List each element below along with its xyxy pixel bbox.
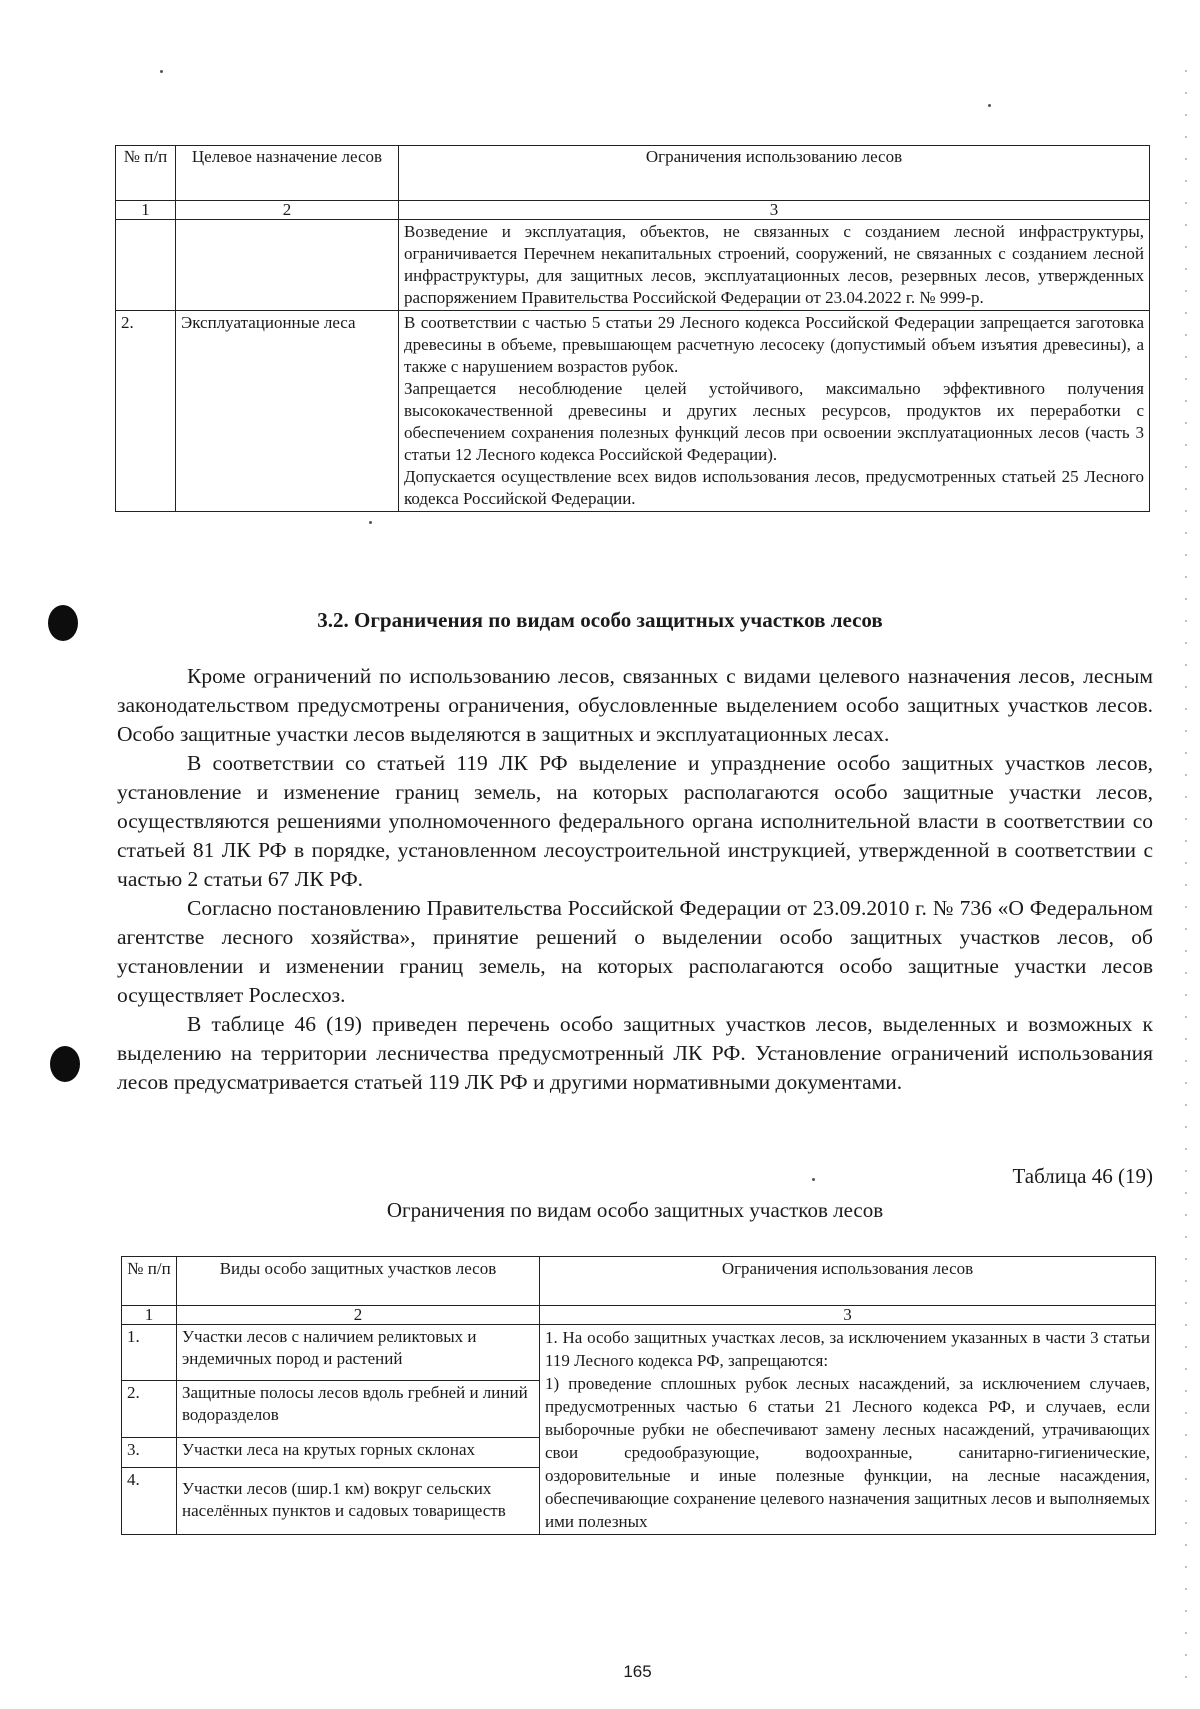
column-number: 1 xyxy=(122,1306,177,1325)
row-plot-type: Защитные полосы лесов вдоль гребней и линий водоразделов xyxy=(177,1381,540,1437)
row-restrictions xyxy=(399,311,1150,512)
restriction-paragraph: Допускается осуществление всех видов использования лесов, предусмотренных статьей 25 Лесного кодекса Российской Федерации. xyxy=(404,467,1144,508)
column-number-row xyxy=(116,201,1150,220)
row-number: 2. xyxy=(116,311,176,512)
row-number: 2. xyxy=(122,1381,177,1437)
scan-edge-artifact xyxy=(1184,60,1188,1680)
header-purpose: Целевое назначение лесов xyxy=(176,146,399,201)
row-number xyxy=(116,220,176,311)
restriction-paragraph: Возведение и эксплуатация, объектов, не связанных с созданием лесной инфраструктуры, ограничивается Перечнем некапитальных строений, сооружений, не связанных с созданием лесной инфраструктуры, для защитных лесов, эксплуатационных лесов, резервных лесов, утвержденных распоряжением Правительства Российской Федерации от 23.04.2022 г. № 999-р. xyxy=(404,222,1144,307)
body-paragraph: Согласно постановлению Правительства Российской Федерации от 23.09.2010 г. № 736 «О Федеральном агентстве лесного хозяйства», принятие решений о выделении особо защитных участков лесов, об установлении и изменении границ земель, на которых располагаются особо защитные участки лесов осуществляет Рослесхоз. xyxy=(117,896,1153,1007)
table-header-row xyxy=(122,1257,1156,1306)
row-plot-type: Участки леса на крутых горных склонах xyxy=(177,1437,540,1467)
restriction-paragraph: 1) проведение сплошных рубок лесных насаждений, за исключением случаев, предусмотренных частью 6 статьи 21 Лесного кодекса РФ, и случаев, если выборочные рубки не обеспечивают замену лесных насаждений, утрачивающих свои средообразующие, водоохранные, санитарно-гигиенические, оздоровительные и иные полезные функции, на лесные насаждения, обеспечивающие сохранение целевого назначения защитных лесов и выполняемых ими полезных xyxy=(545,1374,1150,1531)
row-plot-type: Участки лесов с наличием реликтовых и эндемичных пород и растений xyxy=(177,1325,540,1381)
row-number: 1. xyxy=(122,1325,177,1381)
row-restrictions xyxy=(399,220,1150,311)
restriction-paragraph: Запрещается несоблюдение целей устойчивого, максимально эффективного получения высококачественной древесины и других лесных ресурсов, продуктов их переработки с обеспечением сохранения полезных функций лесов при освоении эксплуатационных лесов (часть 3 статьи 12 Лесного кодекса Российской Федерации). xyxy=(404,379,1144,464)
table-row xyxy=(116,220,1150,311)
body-paragraph: В таблице 46 (19) приведен перечень особо защитных участков лесов, выделенных и возможных к выделению на территории лесничества предусмотренный ЛК РФ. Установление ограничений использования лесов предусматривается статьей 119 ЛК РФ и другими нормативными документами. xyxy=(117,1012,1153,1094)
scan-speck xyxy=(812,1178,815,1181)
page-number: 165 xyxy=(623,1662,652,1681)
column-number: 3 xyxy=(540,1306,1156,1325)
column-number-row xyxy=(122,1306,1156,1325)
column-number: 2 xyxy=(176,201,399,220)
forest-purpose-restrictions-table xyxy=(115,145,1150,512)
table-number-label: Таблица 46 (19) xyxy=(1012,1164,1153,1188)
scan-speck xyxy=(369,521,372,524)
header-restrictions: Ограничения использованию лесов xyxy=(399,146,1150,201)
table-caption: Ограничения по видам особо защитных участков лесов xyxy=(386,1198,884,1222)
punch-hole-mark xyxy=(50,1046,80,1082)
row-purpose xyxy=(176,220,399,311)
header-number: № п/п xyxy=(116,146,176,201)
protective-plots-restrictions-table xyxy=(121,1256,1156,1535)
row-number: 3. xyxy=(122,1437,177,1467)
restriction-paragraph: В соответствии с частью 5 статьи 29 Лесного кодекса Российской Федерации запрещается заготовка древесины в объеме, превышающем расчетную лесосеку (допустимый объем изъятия древесины), а также с нарушением возрастов рубок. xyxy=(404,313,1144,376)
scan-speck xyxy=(988,104,991,107)
header-number: № п/п xyxy=(122,1257,177,1306)
section-title: 3.2. Ограничения по видам особо защитных участков лесов xyxy=(317,608,883,632)
row-number: 4. xyxy=(122,1467,177,1534)
column-number: 2 xyxy=(177,1306,540,1325)
header-restrictions: Ограничения использования лесов xyxy=(540,1257,1156,1306)
header-plot-type: Виды особо защитных участков лесов xyxy=(177,1257,540,1306)
column-number: 1 xyxy=(116,201,176,220)
scan-speck xyxy=(160,70,163,73)
restriction-paragraph: 1. На особо защитных участках лесов, за исключением указанных в части 3 статьи 119 Лесного кодекса РФ, запрещаются: xyxy=(545,1328,1150,1370)
column-number: 3 xyxy=(399,201,1150,220)
body-paragraph: В соответствии со статьей 119 ЛК РФ выделение и упразднение особо защитных участков лесов, установление и изменение границ земель, на которых располагаются особо защитные участки лесов, осуществляются решениями уполномоченного федерального органа исполнительной власти в соответствии со статьей 81 ЛК РФ в порядке, установленном лесоустроительной инструкцией, утвержденной в соответствии с частью 2 статьи 67 ЛК РФ. xyxy=(117,751,1153,891)
row-restrictions xyxy=(540,1325,1156,1535)
section-body xyxy=(117,662,1153,1097)
row-plot-type: Участки лесов (шир.1 км) вокруг сельских населённых пунктов и садовых товариществ xyxy=(177,1467,540,1534)
body-paragraph: Кроме ограничений по использованию лесов, связанных с видами целевого назначения лесов, лесным законодательством предусмотрены ограничения, обусловленные выделением особо защитных участков лесов. Особо защитные участки лесов выделяются в защитных и эксплуатационных лесах. xyxy=(117,664,1153,746)
table-row xyxy=(116,311,1150,512)
table-row xyxy=(122,1325,1156,1381)
table-header-row xyxy=(116,146,1150,201)
row-purpose: Эксплуатационные леса xyxy=(176,311,399,512)
